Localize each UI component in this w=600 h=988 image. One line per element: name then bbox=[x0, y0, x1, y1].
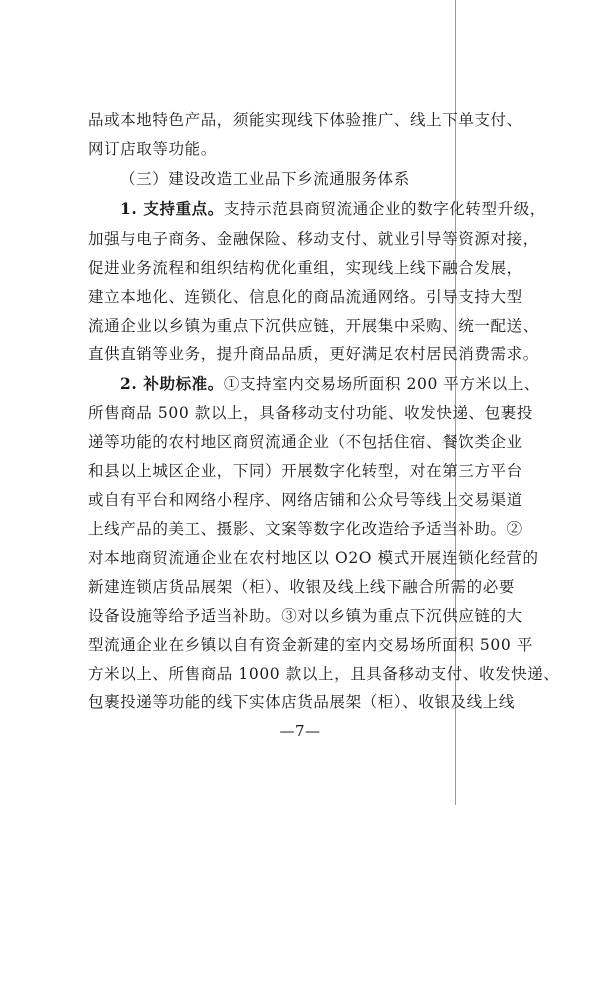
paragraph-line bbox=[88, 606, 528, 626]
paragraph-line bbox=[88, 110, 528, 130]
paragraph-line bbox=[120, 374, 560, 394]
line-text: 递等功能的农村地区商贸流通企业（不包括住宿、餐饮类企业 bbox=[88, 433, 523, 451]
line-text: 包裹投递等功能的线下实体店货品展架（柜）、收银及线上线 bbox=[88, 693, 515, 711]
paragraph-line bbox=[88, 287, 528, 307]
line-text: 型流通企业在乡镇以自有资金新建的室内交易场所面积 500 平 bbox=[88, 636, 533, 654]
paragraph-line bbox=[120, 199, 560, 219]
paragraph-line bbox=[88, 692, 528, 712]
line-text: ①支持室内交易场所面积 200 平方米以上、 bbox=[223, 375, 541, 393]
line-text: 支持示范县商贸流通企业的数字化转型升级， bbox=[223, 200, 546, 218]
paragraph-line bbox=[88, 664, 560, 684]
line-text: 直供直销等业务，提升商品品质，更好满足农村居民消费需求。 bbox=[88, 345, 539, 363]
page-number: —7— bbox=[279, 722, 321, 740]
paragraph-line bbox=[88, 403, 533, 423]
line-text: 对本地商贸流通企业在农村地区以 O2O 模式开展连锁化经营的 bbox=[88, 549, 539, 567]
line-text: 流通企业以乡镇为重点下沉供应链，开展集中采购、统一配送、 bbox=[88, 317, 539, 335]
paragraph-line bbox=[88, 461, 528, 481]
paragraph-line bbox=[88, 577, 528, 597]
paragraph-line bbox=[88, 635, 533, 655]
section-heading bbox=[120, 169, 560, 189]
lead-support-label: 1. 支持重点。 bbox=[120, 199, 224, 218]
paragraph-line bbox=[88, 139, 528, 159]
line-text: 品或本地特色产品，须能实现线下体验推广、线上下单支付、 bbox=[88, 111, 523, 129]
paragraph-line bbox=[88, 258, 528, 278]
line-text: 加强与电子商务、金融保险、移动支付、就业引导等资源对接， bbox=[88, 230, 539, 248]
paragraph-line bbox=[88, 490, 528, 510]
heading-text: （三）建设改造工业品下乡流通服务体系 bbox=[120, 170, 410, 188]
paragraph-line bbox=[88, 316, 539, 336]
line-text: 上线产品的美工、摄影、文案等数字化改造给予适当补助。② bbox=[88, 520, 523, 538]
line-text: 方米以上、所售商品 1000 款以上，且具备移动支付、收发快递、 bbox=[88, 665, 560, 683]
paragraph-line bbox=[88, 432, 528, 452]
line-text: 或自有平台和网络小程序、网络店铺和公众号等线上交易渠道 bbox=[88, 491, 523, 509]
line-text: 新建连锁店货品展架（柜）、收银及线上线下融合所需的必要 bbox=[88, 578, 515, 596]
line-text: 促进业务流程和组织结构优化重组，实现线上线下融合发展， bbox=[88, 259, 523, 277]
line-text: 建立本地化、连锁化、信息化的商品流通网络。引导支持大型 bbox=[88, 288, 523, 306]
line-text: 设备设施等给予适当补助。③对以乡镇为重点下沉供应链的大 bbox=[88, 607, 523, 625]
paragraph-line bbox=[88, 548, 539, 568]
line-text: 所售商品 500 款以上，具备移动支付功能、收发快递、包裹投 bbox=[88, 404, 533, 422]
line-text: 网订店取等功能。 bbox=[88, 140, 217, 158]
lead-subsidy-label: 2. 补助标准。 bbox=[120, 374, 224, 393]
line-text: 和县以上城区企业，下同）开展数字化转型，对在第三方平台 bbox=[88, 462, 523, 480]
paragraph-line bbox=[88, 344, 539, 364]
paragraph-line bbox=[88, 229, 539, 249]
paragraph-line bbox=[88, 519, 528, 539]
